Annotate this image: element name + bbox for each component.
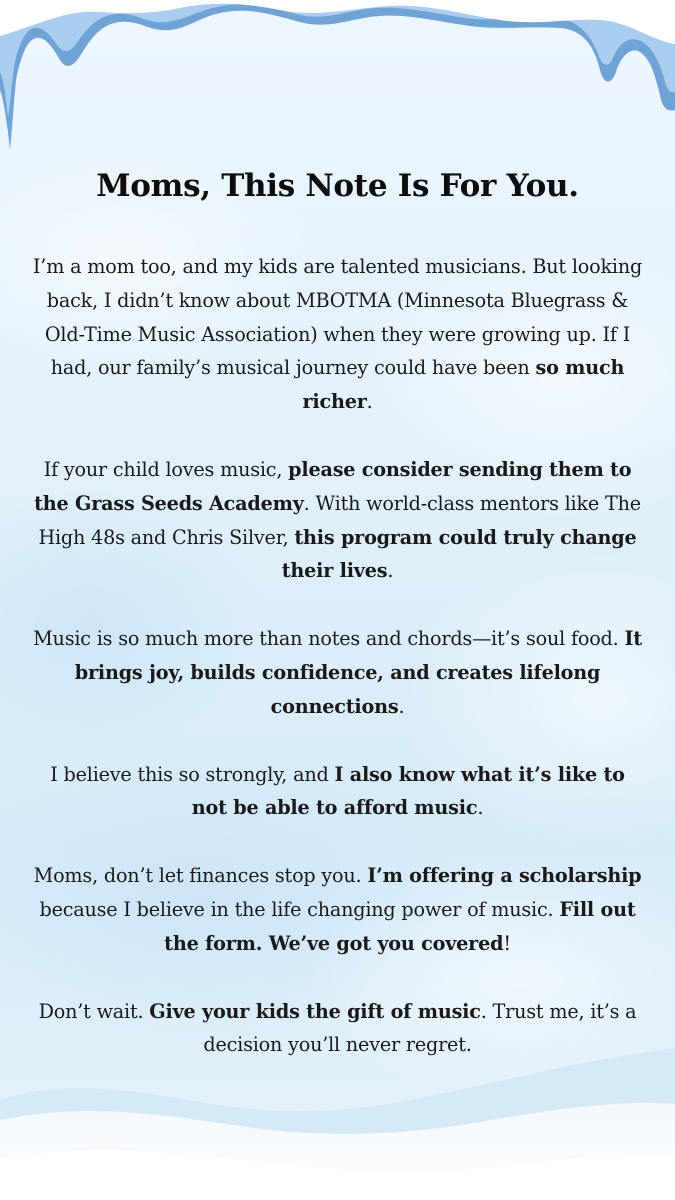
bold-text-segment: so much richer <box>302 356 625 414</box>
text-segment: If your child loves music, <box>43 457 289 481</box>
bold-text-segment: It brings joy, builds confidence, and creates lifelong connections <box>74 627 642 718</box>
paragraph-afford-music <box>32 758 643 826</box>
text-segment: . With world-class mentors like The High 48s and Chris Silver, <box>38 491 641 549</box>
paragraph-academy <box>32 453 643 588</box>
bold-text-segment: Fill out the form. We’ve got you covered <box>164 897 636 955</box>
text-segment: Music is so much more than notes and chords—it’s soul food. <box>33 627 625 651</box>
paragraph-intro <box>32 250 643 419</box>
text-segment: . Trust me, it’s a decision you’ll never regret. <box>203 999 637 1057</box>
text-segment: ! <box>503 931 511 955</box>
text-segment: . <box>366 390 373 414</box>
bold-text-segment: please consider sending them to the Grass Seeds Academy <box>34 457 632 515</box>
icicle-border <box>0 0 675 160</box>
bold-text-segment: I also know what it’s like to not be able to afford music <box>191 762 625 820</box>
paragraph-dont-wait <box>32 995 643 1063</box>
text-segment: I’m a mom too, and my kids are talented musicians. But looking back, I didn’t know about MBOTMA (Minnesota Bluegrass & Old-Time Music Association) when they were growing up. If I had, our family’s musical journey could have been <box>32 255 643 380</box>
text-segment: because I believe in the life changing power of music. <box>39 897 560 921</box>
bold-text-segment: this program could truly change their lives <box>281 525 637 583</box>
page-title: Moms, This Note Is For You. <box>96 168 579 204</box>
text-segment: Moms, don’t let finances stop you. <box>33 864 368 888</box>
bold-text-segment: I’m offering a scholarship <box>367 864 642 888</box>
text-segment: . <box>477 796 484 820</box>
note-content <box>32 166 643 1096</box>
text-segment: I believe this so strongly, and <box>50 762 335 786</box>
paragraph-scholarship <box>32 859 643 960</box>
text-segment: . <box>387 559 394 583</box>
paragraph-music-soul-food <box>32 622 643 723</box>
text-segment: . <box>398 694 405 718</box>
text-segment: Don’t wait. <box>38 999 150 1023</box>
bold-text-segment: Give your kids the gift of music <box>149 999 481 1023</box>
